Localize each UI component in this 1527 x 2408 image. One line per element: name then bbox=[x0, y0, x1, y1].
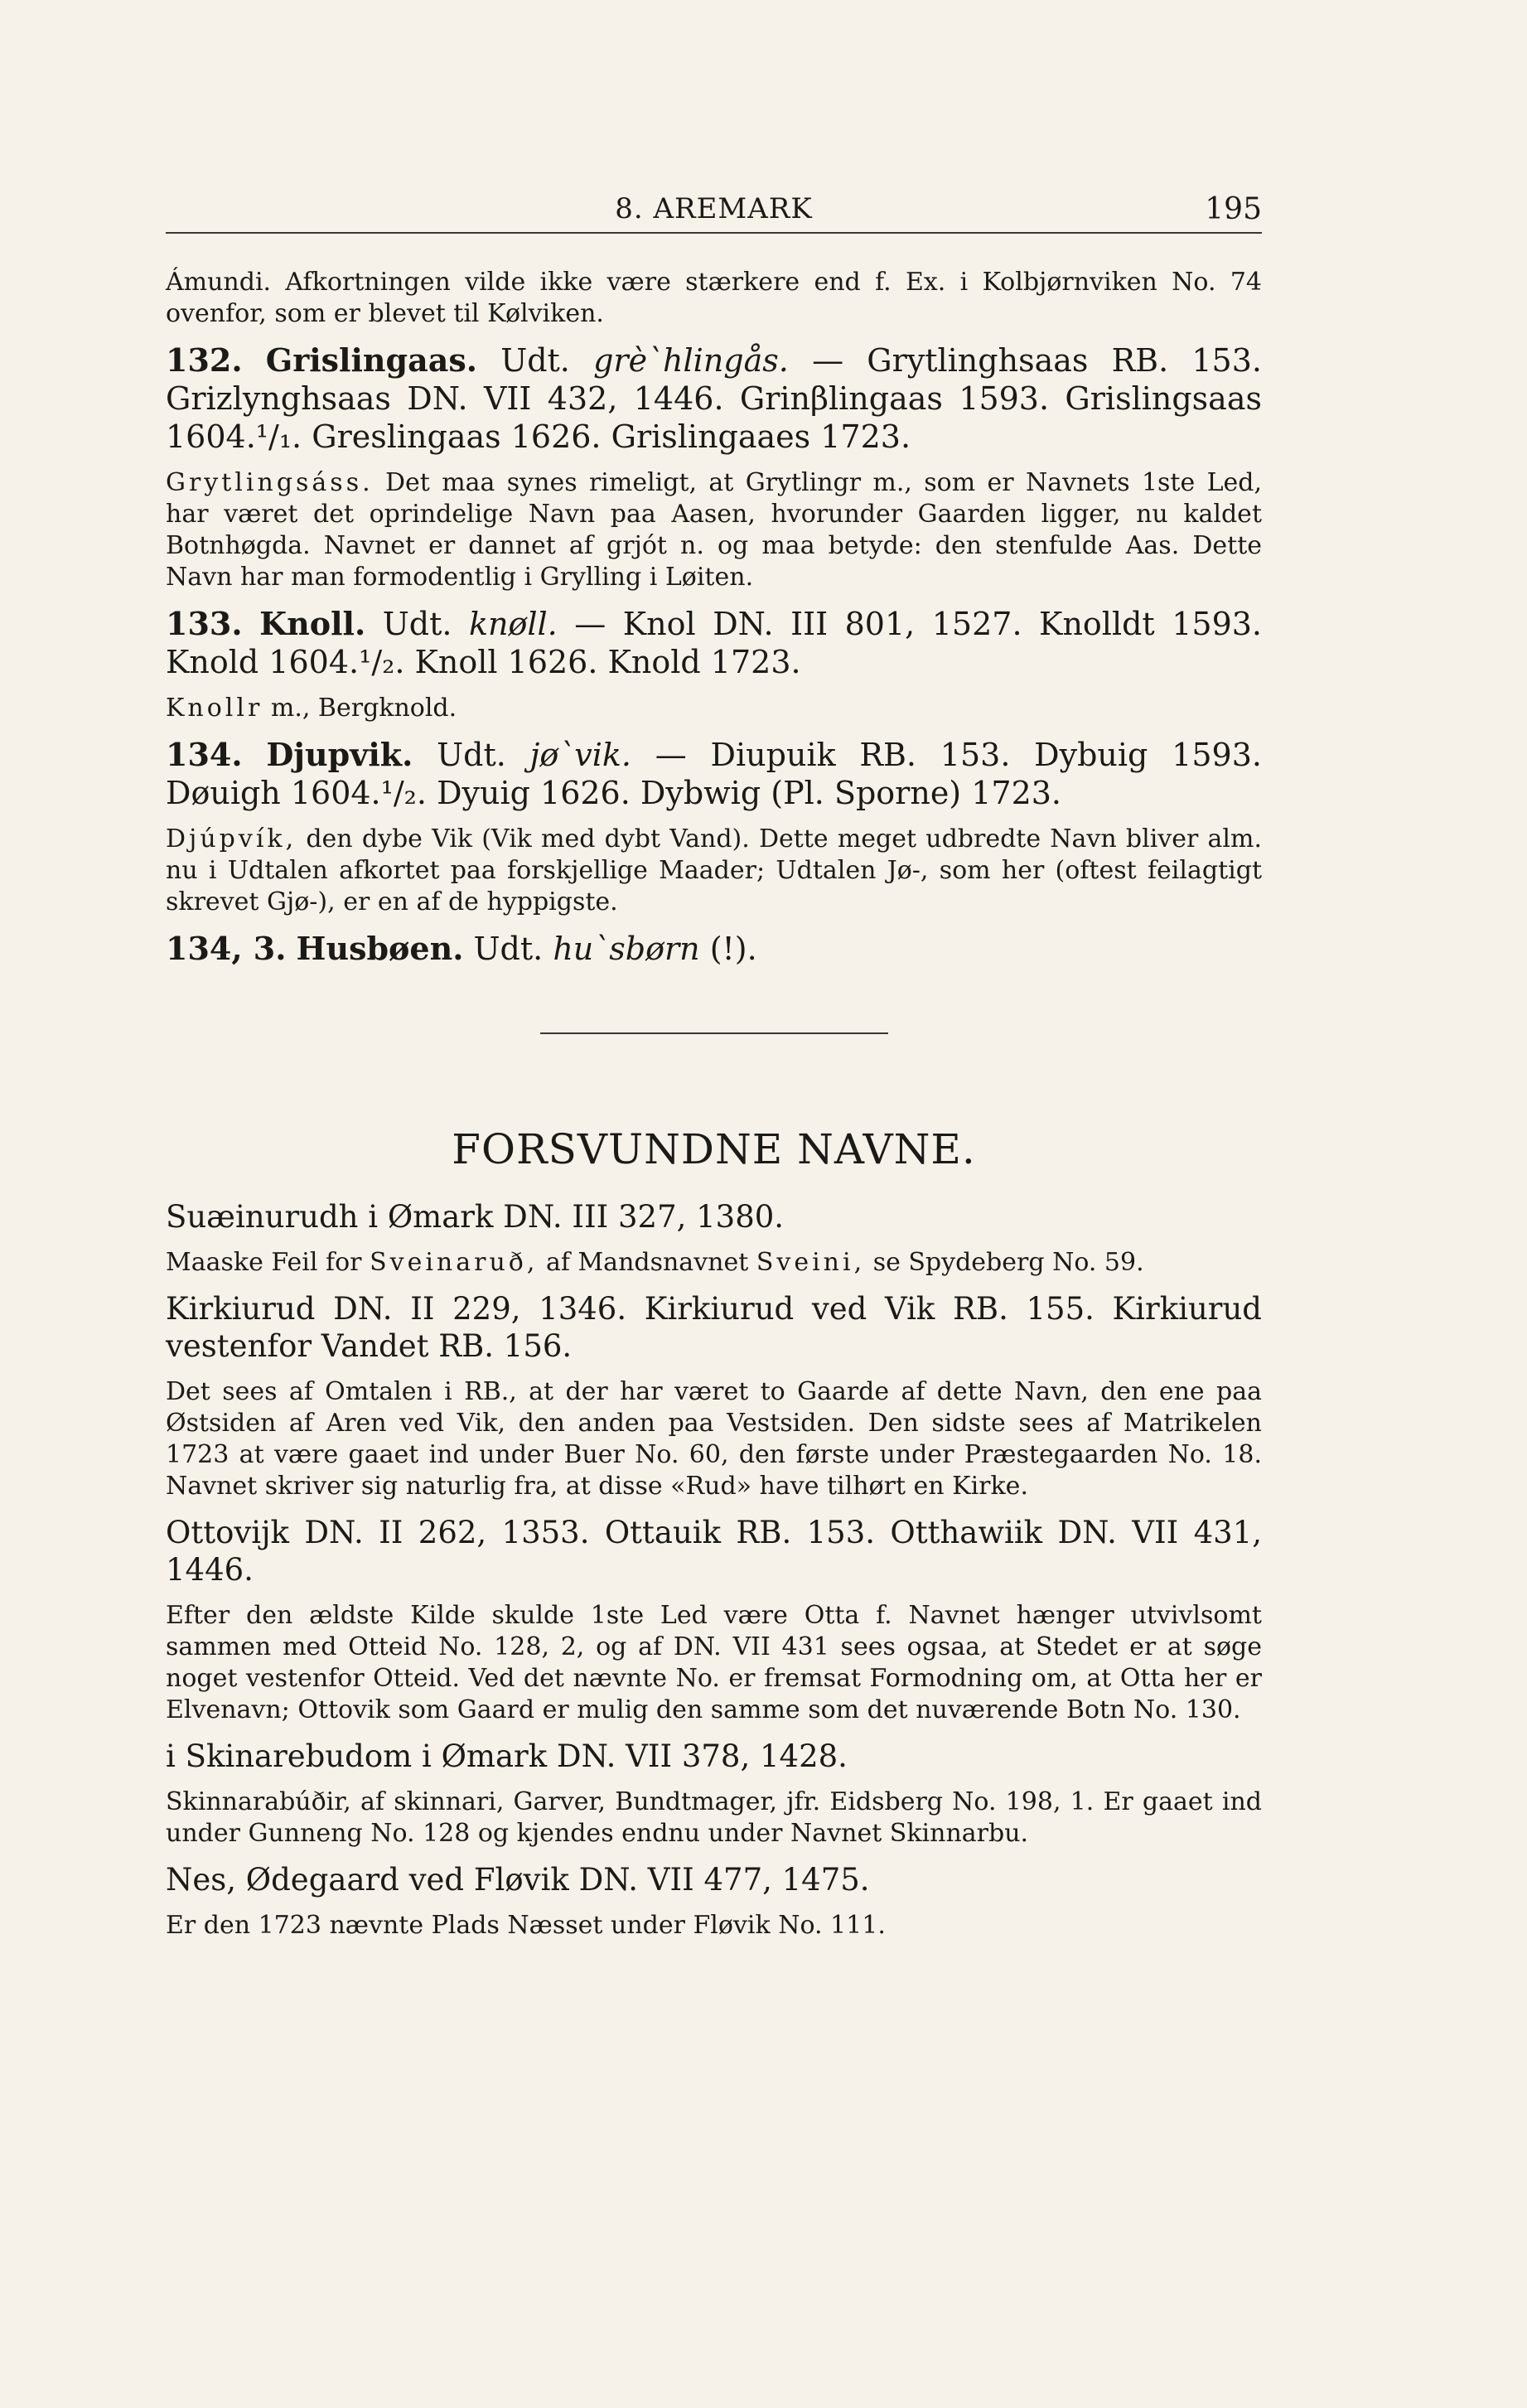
entry-name: Djupvik. bbox=[266, 736, 413, 773]
entry-name: Knoll. bbox=[259, 605, 366, 642]
pronunciation: jø`vik. bbox=[529, 737, 631, 773]
entry-number: 132. bbox=[166, 341, 243, 379]
entry-number: 133. bbox=[166, 605, 243, 642]
entry-name: Husbøen. bbox=[296, 930, 464, 967]
entry-sources: (!). bbox=[709, 931, 757, 967]
note-text: se Spydeberg No. 59. bbox=[872, 1248, 1144, 1277]
running-title: 8. AREMARK bbox=[615, 192, 813, 225]
pronunciation: knøll. bbox=[468, 606, 558, 642]
lost-name-note bbox=[166, 1247, 1262, 1279]
section-title: FORSVUNDNE NAVNE. bbox=[452, 1125, 976, 1173]
entry-133 bbox=[166, 605, 1262, 681]
pronunciation: hu`sbørn bbox=[553, 931, 700, 967]
note-text: Det maa synes rimeligt, at Grytlingr m., som er Navnets 1ste Led, har været det oprindelige Navn paa Aasen, hvorunder Gaarden ligger, nu kaldet Botnhøgda. Navnet er dannet af grjót n. og maa betyde: den stenfulde Aas. Dette Navn har man formodentlig i Grylling i Løiten. bbox=[166, 468, 1262, 592]
entry-number: 134. bbox=[166, 736, 243, 773]
note-text: Maaske Feil for bbox=[166, 1248, 362, 1277]
running-header bbox=[166, 191, 1262, 234]
entry-134-note bbox=[166, 824, 1262, 918]
udt-label: Udt. bbox=[473, 931, 544, 967]
section-divider bbox=[540, 1032, 888, 1034]
note-text: m., Bergknold. bbox=[270, 694, 457, 723]
old-form: Djúpvík, bbox=[166, 824, 297, 853]
lost-name-heading: i Skinarebudom i Ømark DN. VII 378, 1428. bbox=[166, 1738, 848, 1774]
lost-name-heading: Ottovijk DN. II 262, 1353. Ottauik RB. 153. Otthawiik DN. VII 431, 1446. bbox=[166, 1515, 1262, 1588]
old-form: Sveini, bbox=[756, 1248, 866, 1277]
entry-134 bbox=[166, 736, 1262, 812]
lost-name-heading: Nes, Ødegaard ved Fløvik DN. VII 477, 1475. bbox=[166, 1862, 870, 1898]
udt-label: Udt. bbox=[382, 606, 452, 642]
udt-label: Udt. bbox=[500, 342, 570, 379]
entry-133-note bbox=[166, 693, 1262, 724]
pronunciation: grè`hlingås. bbox=[593, 342, 789, 379]
lost-name-note: Er den 1723 nævnte Plads Næsset under Fløvik No. 111. bbox=[166, 1911, 886, 1940]
lost-name-heading: Suæinurudh i Ømark DN. III 327, 1380. bbox=[166, 1199, 785, 1235]
entry-sources: — Knol DN. III 801, 1527. Knolldt 1593. Knold 1604.¹/₂. Knoll 1626. Knold 1723. bbox=[166, 606, 1262, 680]
entry-number: 134, 3. bbox=[166, 930, 287, 967]
udt-label: Udt. bbox=[437, 737, 506, 773]
old-form: Knollr bbox=[166, 694, 263, 723]
entry-sources: — Grytlinghsaas RB. 153. Grizlynghsaas DN. VII 432, 1446. Grinβlingaas 1593. Grislingsaas 1604.¹/₁. Greslingaas 1626. Grislingaaes 1723. bbox=[166, 342, 1262, 455]
entry-134-3 bbox=[166, 930, 1262, 968]
continuation-note: Ámundi. Afkortningen vilde ikke være stærkere end f. Ex. i Kolbjørnviken No. 74 ovenfor, som er blevet til Kølviken. bbox=[166, 268, 1262, 328]
lost-name-note: Efter den ældste Kilde skulde 1ste Led være Otta f. Navnet hænger utvivlsomt sammen med Otteid No. 128, 2, og af DN. VII 431 sees ogsaa, at Stedet er at søge noget vestenfor Otteid. Ved det nævnte No. er fremsat Formodning om, at Otta her er Elvenavn; Ottovik som Gaard er mulig den samme som det nuværende Botn No. 130. bbox=[166, 1601, 1262, 1724]
page-number: 195 bbox=[1205, 192, 1262, 226]
entry-132 bbox=[166, 341, 1262, 456]
entry-132-note bbox=[166, 467, 1262, 593]
old-form: Sveinaruð, bbox=[370, 1248, 539, 1277]
note-text: af Mandsnavnet bbox=[545, 1248, 749, 1277]
entry-sources: — Diupuik RB. 153. Dybuig 1593. Døuigh 1604.¹/₂. Dyuig 1626. Dybwig (Pl. Sporne) 1723. bbox=[166, 737, 1262, 811]
entry-name: Grislingaas. bbox=[265, 341, 477, 379]
lost-name-note: Det sees af Omtalen i RB., at der har været to Gaarde af dette Navn, den ene paa Østsiden af Aren ved Vik, den anden paa Vestsiden. Den sidste sees af Matrikelen 1723 at være gaaet ind under Buer No. 60, den første under Præstegaarden No. 18. Navnet skriver sig naturlig fra, at disse «Rud» have tilhørt en Kirke. bbox=[166, 1377, 1262, 1501]
lost-name-heading: Kirkiurud DN. II 229, 1346. Kirkiurud ved Vik RB. 155. Kirkiurud vestenfor Vandet RB. 156. bbox=[166, 1291, 1262, 1364]
lost-name-note: Skinnarabúðir, af skinnari, Garver, Bundtmager, jfr. Eidsberg No. 198, 1. Er gaaet ind under Gunneng No. 128 og kjendes endnu under Navnet Skinnarbu. bbox=[166, 1787, 1262, 1848]
old-form: Grytlingsáss. bbox=[166, 468, 374, 497]
note-text: den dybe Vik (Vik med dybt Vand). Dette meget udbredte Navn bliver alm. nu i Udtalen afkortet paa forskjellige Maader; Udtalen Jø-, som her (oftest feilagtigt skrevet Gjø-), er en af de hyppigste. bbox=[166, 824, 1262, 916]
